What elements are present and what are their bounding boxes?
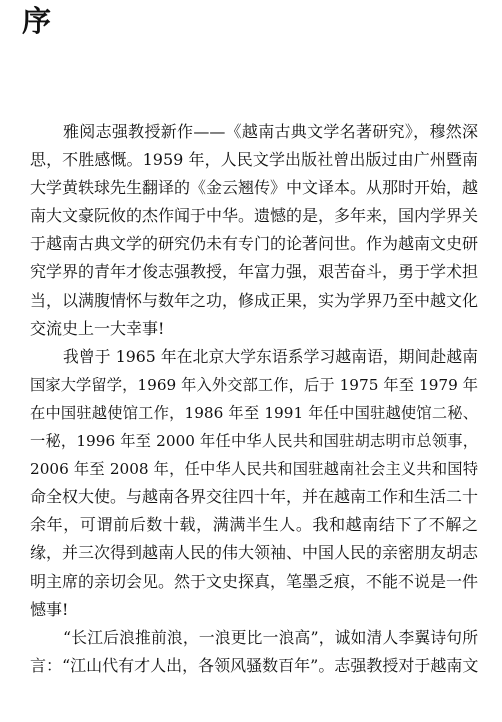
paragraph-2-line-2: 国家大学留学，1969 年入外交部工作，后于 1975 年至 1979 年 xyxy=(30,375,478,394)
paragraph-2-line-7: 余年，可谓前后数十载，满满半生人。我和越南结下了不解之 xyxy=(30,515,478,535)
paragraph-1-line-5: 于越南古典文学的研究仍未有专门的论著问世。作为越南文史研 xyxy=(30,234,478,254)
paragraph-2-line-9: 明主席的亲切会见。然于文史探真，笔墨乏痕，不能不说是一件 xyxy=(30,571,478,591)
paragraph-1-line-4: 南大文豪阮攸的杰作闻于中华。遗憾的是，多年来，国内学界关 xyxy=(30,206,478,226)
paragraph-2-line-1: 我曾于 1965 年在北京大学东语系学习越南语，期间赴越南 xyxy=(63,346,478,366)
paragraph-3-line-1: “长江后浪推前浪，一浪更比一浪高”，诚如清人李翼诗句所 xyxy=(63,627,478,647)
paragraph-3-line-2: 言：“江山代有才人出，各领风骚数百年”。志强教授对于越南文 xyxy=(30,655,478,675)
preface-heading: 序 xyxy=(22,4,52,38)
paragraph-1-line-6: 究学界的青年才俊志强教授，年富力强，艰苦奋斗，勇于学术担 xyxy=(30,262,478,282)
paragraph-2-line-4: 一秘，1996 年至 2000 年任中华人民共和国驻胡志明市总领事， xyxy=(30,432,478,451)
paragraph-2-line-8: 缘，并三次得到越南人民的伟大领袖、中国人民的亲密朋友胡志 xyxy=(30,543,478,563)
paragraph-1-line-1: 雅阅志强教授新作——《越南古典文学名著研究》，穆然深 xyxy=(63,122,478,141)
paragraph-1-line-2: 思，不胜感慨。1959 年，人民文学出版社曾出版过由广州暨南 xyxy=(30,150,478,170)
paragraph-2-line-6: 命全权大使。与越南各界交往四十年，并在越南工作和生活二十 xyxy=(30,487,478,507)
paragraph-2-line-3: 在中国驻越使馆工作，1986 年至 1991 年任中国驻越使馆二秘、 xyxy=(30,403,478,422)
paragraph-2-line-10: 憾事! xyxy=(30,599,69,619)
paragraph-1-line-7: 当，以满腹情怀与数年之功，修成正果，实为学界乃至中越文化 xyxy=(30,290,478,310)
preface-body xyxy=(30,118,478,680)
paragraph-2-line-5: 2006 年至 2008 年，任中华人民共和国驻越南社会主义共和国特 xyxy=(30,460,478,479)
paragraph-1-line-3: 大学黄轶球先生翻译的《金云翘传》中文译本。从那时开始，越 xyxy=(30,178,478,198)
paragraph-1-line-8: 交流史上一大幸事! xyxy=(30,318,165,338)
